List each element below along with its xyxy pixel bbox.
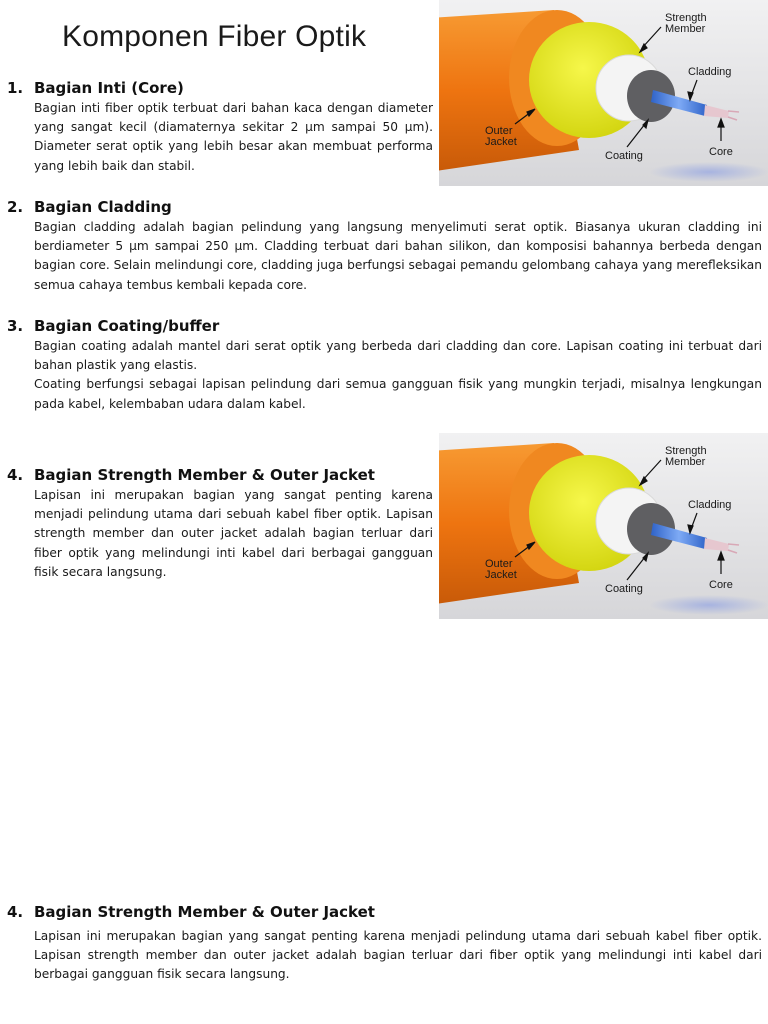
label-cladding: Cladding [688,66,732,78]
section-heading [7,197,762,217]
section-number: 4. [7,903,24,921]
label-cladding: Cladding [688,499,732,511]
label-strength-member-1: Strength [665,12,707,24]
section-body [34,927,762,985]
section-heading [7,902,762,922]
fiber-optic-illustration [439,433,768,619]
paragraph: Bagian cladding adalah bagian pelindung yang langsung menyelimuti serat optik. Biasanya ukuran cladding ini berdiameter 5 µm sampai 250 µm. Cladding terbuat dari bahan silikon, dan komposisi bahannya berbeda dengan bagian core. Selain melindungi core, cladding juga berfungsi sebagai pemandu gelombang cahaya yang merefleksikan semua cahaya tembus kembali kepada core. [34,220,762,292]
section-body [34,486,433,582]
section-body [34,99,433,176]
fiber-optic-diagram-1 [439,0,768,186]
section-body [34,218,762,295]
label-outer-jacket-2: Jacket [485,569,517,581]
section-strength-member-repeat [7,902,762,985]
section-title: Bagian Strength Member & Outer Jacket [34,466,375,484]
paragraph: Lapisan ini merupakan bagian yang sangat penting karena menjadi pelindung utama dari sebuah kabel fiber optik. Lapisan strength member dan outer jacket adalah bagian terluar dari fiber optik yang melindungi inti kabel dari berbagai gangguan fisik secara langsung. [34,929,762,982]
section-coating [7,316,762,414]
label-core: Core [709,146,733,158]
fiber-optic-illustration [439,0,768,186]
label-outer-jacket-2: Jacket [485,136,517,148]
section-heading [7,316,762,336]
section-body [34,337,762,414]
section-number: 2. [7,198,24,216]
section-strength-member [7,465,433,582]
label-coating: Coating [605,150,643,162]
paragraph: Bagian inti fiber optik terbuat dari bahan kaca dengan diameter yang sangat kecil (diamaternya sekitar 2 µm sampai 50 µm). Diameter serat optik yang lebih besar akan membuat performa yang lebih baik dan stabil. [34,101,433,173]
section-number: 4. [7,466,24,484]
section-number: 3. [7,317,24,335]
label-strength-member-1: Strength [665,445,707,457]
section-title: Bagian Strength Member & Outer Jacket [34,903,375,921]
section-title: Bagian Inti (Core) [34,79,184,97]
section-number: 1. [7,79,24,97]
label-outer-jacket-1: Outer [485,558,513,570]
section-cladding [7,197,762,295]
paragraph: Lapisan ini merupakan bagian yang sangat penting karena menjadi pelindung utama dari sebuah kabel fiber optik. Lapisan strength member dan outer jacket adalah bagian terluar dari fiber optik yang melindungi inti kabel dari berbagai gangguan fisik secara langsung. [34,488,433,579]
section-heading [7,465,433,485]
label-strength-member-2: Member [665,456,706,468]
label-outer-jacket-1: Outer [485,125,513,137]
label-coating: Coating [605,583,643,595]
section-title: Bagian Cladding [34,198,172,216]
label-strength-member-2: Member [665,23,706,35]
section-heading [7,78,433,98]
fiber-optic-diagram-2 [439,433,768,619]
section-title: Bagian Coating/buffer [34,317,220,335]
label-core: Core [709,579,733,591]
section-core [7,78,433,176]
paragraph: Coating berfungsi sebagai lapisan pelindung dari semua gangguan fisik yang mungkin terjadi, misalnya lengkungan pada kabel, kelembaban udara dalam kabel. [34,377,762,411]
paragraph: Bagian coating adalah mantel dari serat optik yang berbeda dari cladding dan core. Lapisan coating ini terbuat dari bahan plastik yang elastis. [34,339,762,373]
page-title: Komponen Fiber Optik [62,20,367,53]
